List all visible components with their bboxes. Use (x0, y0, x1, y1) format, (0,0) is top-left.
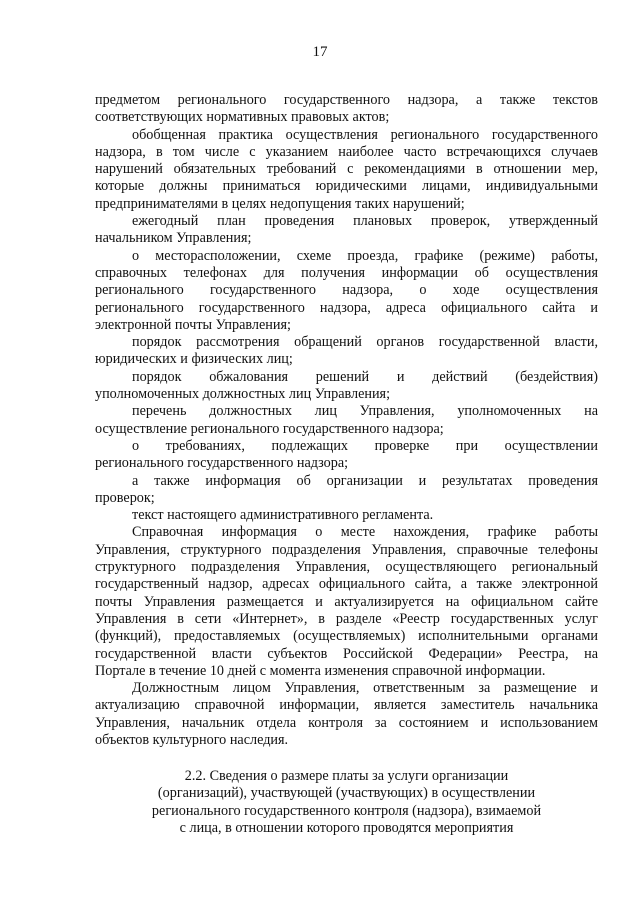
text-line: которые должны приниматься юридическими лицами, индивидуальными (95, 178, 598, 195)
text-line: справочных телефонах для получения информации об осуществления (95, 264, 598, 281)
text-line: о требованиях, подлежащих проверке при осуществлении (132, 437, 598, 454)
text-line: ежегодный план проведения плановых проверок, утвержденный (132, 213, 598, 230)
body-text (95, 92, 598, 749)
text-line: осуществление регионального государственного надзора; (95, 420, 444, 437)
text-line: юридических и физических лиц; (95, 351, 293, 368)
heading-line: 2.2. Сведения о размере платы за услуги организации (184, 768, 509, 784)
text-line: Справочная информация о месте нахождения, графике работы (132, 524, 598, 541)
text-line: электронной почты Управления; (95, 316, 291, 333)
text-line: объектов культурного наследия. (95, 731, 289, 748)
text-line: уполномоченных должностных лиц Управления; (95, 386, 391, 403)
text-line: соответствующих нормативных правовых актов; (95, 109, 390, 126)
text-line: актуализацию справочной информации, является заместитель начальника (95, 697, 598, 714)
paragraph (95, 507, 598, 524)
heading-line: с лица, в отношении которого проводятся мероприятия (179, 820, 514, 837)
text-line: регионального государственного надзора, адреса официального сайта и (95, 299, 598, 316)
text-line: нарушений обязательных требований с рекомендациями в отношении мер, (95, 161, 598, 178)
paragraph (95, 369, 598, 404)
text-line: перечень должностных лиц Управления, уполномоченных на (132, 403, 598, 420)
text-line: регионального государственного надзора, о ходе осуществления (95, 282, 598, 299)
heading-line: (организаций), участвующей (участвующих) в осуществлении (157, 785, 536, 802)
paragraph (95, 438, 598, 473)
text-line: государственный надзор, адресах официального сайта, а также электронной (95, 576, 598, 593)
text-line: регионального государственного надзора; (95, 455, 349, 472)
text-line: структурного подразделения Управления, осуществляющего региональный (95, 559, 598, 576)
text-line: Управления, структурного подразделения Управления, справочные телефоны (95, 541, 598, 558)
paragraph (95, 92, 598, 127)
text-line: а также информация об организации и результатах проведения (132, 472, 598, 489)
section-heading (95, 768, 598, 838)
paragraph (95, 127, 598, 213)
text-line: предметом регионального государственного надзора, а также текстов (95, 92, 598, 108)
text-line: обобщенная практика осуществления регионального государственного (132, 126, 598, 143)
text-line: проверок; (95, 489, 155, 506)
paragraph (95, 403, 598, 438)
text-line: (функций), предоставляемых (осуществляемых) исполнительными органами (95, 628, 598, 645)
paragraph (95, 680, 598, 749)
text-line: Должностным лицом Управления, ответственным за размещение и (132, 680, 598, 697)
paragraph (95, 213, 598, 248)
text-line: начальником Управления; (95, 230, 252, 247)
text-line: надзора, в том числе с указанием наиболее часто встречающихся случаев (95, 143, 598, 160)
paragraph (95, 524, 598, 680)
text-line: почты Управления размещается и актуализируется на официальном сайте (95, 593, 598, 610)
page-number: 17 (312, 44, 328, 60)
text-line: Портале в течение 10 дней с момента изменения справочной информации. (95, 662, 546, 679)
text-line: о месторасположении, схеме проезда, графике (режиме) работы, (132, 247, 598, 264)
text-line: порядок рассмотрения обращений органов государственной власти, (132, 334, 598, 351)
text-line: Управления в сети «Интернет», в разделе «Реестр государственных услуг (95, 610, 598, 627)
paragraph (95, 334, 598, 369)
text-line: Управления, начальник отдела контроля за состоянием и использованием (95, 714, 598, 731)
text-line: государственной власти субъектов Российской Федерации» Реестра, на (95, 645, 598, 662)
heading-line: регионального государственного контроля (надзора), взимаемой (151, 802, 542, 819)
text-line: порядок обжалования решений и действий (бездействия) (132, 368, 598, 385)
text-line: предпринимателями в целях недопущения таких нарушений; (95, 195, 465, 212)
paragraph (95, 248, 598, 334)
text-line: текст настоящего административного регламента. (132, 507, 434, 524)
paragraph (95, 473, 598, 508)
